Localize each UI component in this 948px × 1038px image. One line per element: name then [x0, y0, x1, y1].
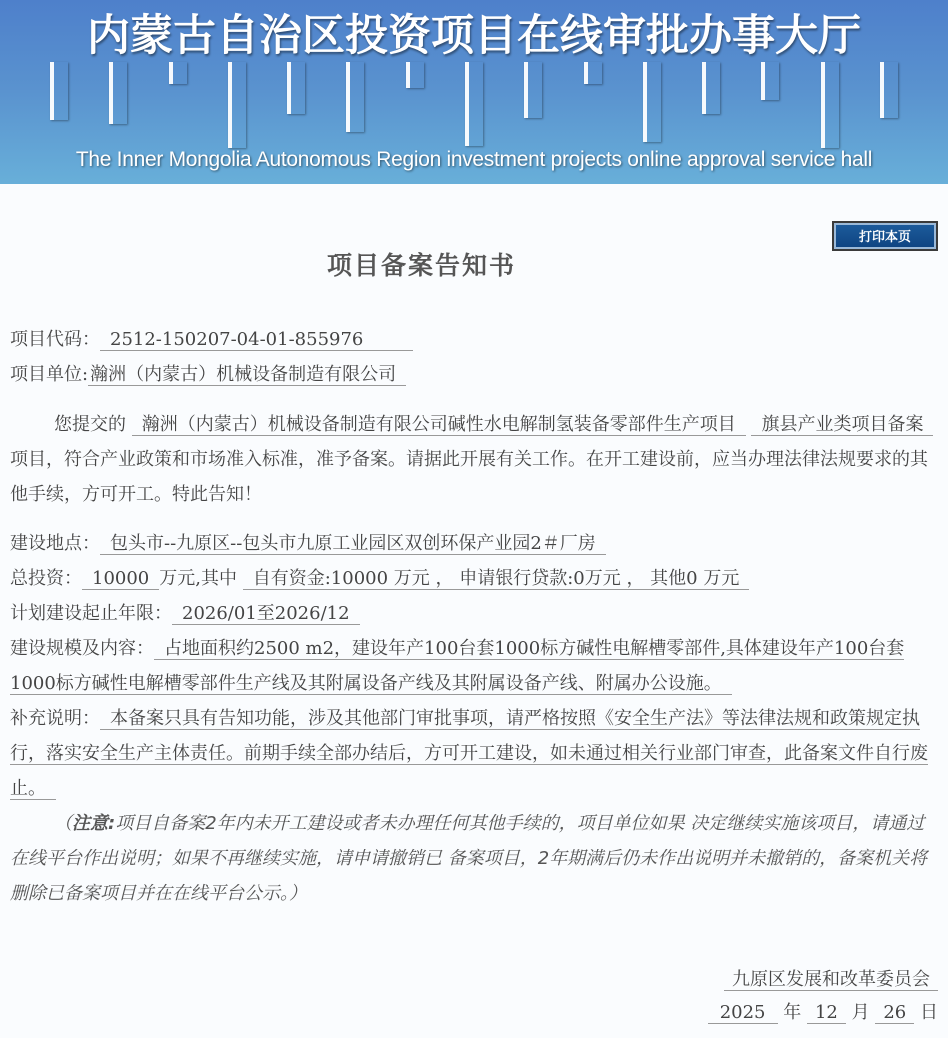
intro-prefix: 您提交的 — [54, 414, 126, 435]
date-month-unit: 月 — [851, 1002, 870, 1023]
period-value: 2026/01至2026/12 — [172, 603, 360, 625]
project-code-row — [10, 322, 940, 357]
date-year-unit: 年 — [783, 1002, 802, 1023]
site-title-chinese: 内蒙古自治区投资项目在线审批办事大厅 — [87, 11, 861, 61]
period-label: 计划建设起止年限： — [10, 603, 172, 624]
project-code-label: 项目代码： — [10, 329, 100, 350]
document-title: 项目备案告知书 — [326, 251, 516, 280]
investment-unit: 万元,其中 — [159, 568, 237, 589]
notice-text: 项目自备案2年内未开工建设或者未办理任何其他手续的，项目单位如果 决定继续实施该项目，请通过在线平台作出说明；如果不再继续实施，请申请撤销已 备案项目，2年期满后仍未作出说明并未撤销的，备案机关将删除已备案项目并在在线平台公示。） — [10, 813, 928, 904]
site-header-banner — [0, 0, 948, 184]
signature-block — [708, 963, 938, 1029]
scale-row — [10, 631, 940, 701]
investment-total: 10000 — [82, 568, 159, 590]
location-row — [10, 526, 940, 561]
notice-label: 注意: — [72, 813, 116, 834]
project-code-value: 2512-150207-04-01-855976 — [100, 329, 413, 351]
site-title-english: The Inner Mongolia Autonomous Region investment projects online approval service hall — [75, 148, 873, 171]
date-year: 2025 — [708, 1002, 778, 1024]
date-month: 12 — [807, 1002, 846, 1024]
date-day: 26 — [875, 1002, 914, 1024]
date-day-unit: 日 — [920, 1002, 938, 1023]
notice-paragraph — [10, 806, 940, 911]
print-page-button[interactable]: 打印本页 — [832, 221, 938, 251]
issue-date — [708, 996, 938, 1029]
location-label: 建设地点： — [10, 533, 100, 554]
project-unit-label: 项目单位: — [10, 364, 89, 385]
notice-open-paren: （ — [54, 813, 72, 834]
filing-type: 旗县产业类项目备案 — [751, 414, 933, 436]
supplement-value: 本备案只具有告知功能，涉及其他部门审批事项，请严格按照《安全生产法》等法律法规和政策规定执行，落实安全生产主体责任。前期手续全部办结后，方可开工建设，如未通过相关行业部门审查，此备案文件自行废止。 — [10, 708, 928, 799]
investment-row — [10, 561, 940, 596]
issuer-name: 九原区发展和改革委员会 — [724, 969, 938, 991]
site-title-mongolian — [50, 62, 898, 148]
supplement-label: 补充说明： — [10, 708, 100, 729]
investment-label: 总投资： — [10, 568, 82, 589]
project-name: 瀚洲（内蒙古）机械设备制造有限公司碱性水电解制氢装备零部件生产项目 — [132, 414, 746, 436]
project-unit-row — [10, 357, 940, 392]
period-row — [10, 596, 940, 631]
scale-label: 建设规模及内容： — [10, 638, 154, 659]
supplement-row — [10, 701, 940, 806]
document-body — [10, 322, 940, 911]
scale-value: 占地面积约2500 m2，建设年产100台套1000标方碱性电解槽零部件,具体建设年产100台套1000标方碱性电解槽零部件生产线及其附属设备产线及其附属设备产线、附属办公设施。 — [10, 638, 905, 694]
location-value: 包头市--九原区--包头市九原工业园区双创环保产业园2＃厂房 — [100, 533, 606, 555]
investment-breakdown: 自有资金:10000 万元 ， 申请银行贷款:0万元 ， 其他0 万元 — [243, 568, 750, 590]
project-unit-value: 瀚洲（内蒙古）机械设备制造有限公司 — [88, 364, 406, 386]
intro-suffix: 项目，符合产业政策和市场准入标准，准予备案。请据此开展有关工作。在开工建设前，应当办理法律法规要求的其他手续，方可开工。特此告知！ — [10, 449, 928, 505]
approval-paragraph — [10, 407, 940, 512]
